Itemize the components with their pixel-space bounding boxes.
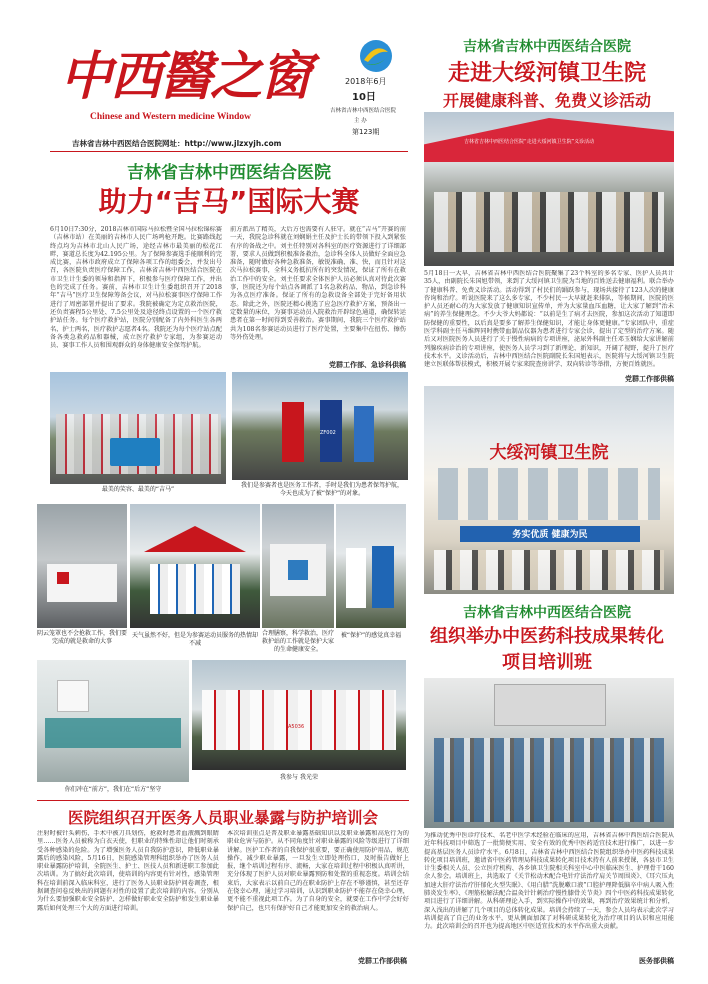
caption-8: 我参与 我光荣: [280, 774, 318, 781]
article1-col1: 6月10日7:30分，2018吉林市国际马拉松暨全国马拉松锦标赛（吉林市站）在美丽的吉林市人民广场鸣枪开跑。比赛路线起终点均为吉林市北山人民广场，途经吉林市最美丽的松花江畔，赛道总长度为42.195公里。为了保障参赛选手能顺利的完成比赛，吉林市政府成立了保障各项工作的组委会，并发出号召，各医院负责医疗保障工作，吉林省吉林中西医结合医院在市卫生计生委的领导和指挥下，积极参与医疗保障工作，并出色的完成了任务。赛前，吉林市卫生计生委组织召开了2018年“吉马”医疗卫生保障筹备会议，对马拉松赛事医疗保障工作进行了周密部署并提出了要求。我院被确定为定点救治医院，还负责赛程5公里处、7.5公里处及途径终点设置的一个医疗救护站任务。每个医疗救护站，医院分别配备了内外科医生各两名，护士两名，医疗救护志愿者4名。我院还为每个医疗站点配备各类急救药品和器械，成立医疗救护专家组，为参赛运动员、赛事工作人员和围观群众的身体健康安全保驾护航。: [50, 226, 222, 350]
sponsor: 吉林省吉林中西医结合医院: [330, 108, 397, 114]
caption-5: 合理膳察，科学救治，医疗救护站的工作就是保护大家的生命健康安全。: [262, 630, 335, 653]
medics-running-photo: [232, 372, 408, 480]
article3-title-line2: 项目培训班: [502, 652, 592, 673]
township-clinic-photo: [424, 386, 674, 594]
emergency-room-photo: [37, 660, 189, 782]
issue-number: 第123期: [352, 128, 380, 136]
caption-7: 你们冲在“前方”，我们在“后方”坚守: [64, 786, 162, 793]
tent-banner-text: 吉林省吉林中西医结合医院“走进大绥河镇卫生院”义诊活动: [464, 139, 595, 145]
issue-day: 10日: [352, 92, 376, 103]
article3-credit: 医务部供稿: [639, 957, 674, 965]
article2-credit: 党群工作部供稿: [625, 375, 674, 383]
protected-runners-photo: [336, 504, 406, 628]
website: 吉林省吉林中西医结合医院网址：http://www.jlzxyjh.com: [72, 139, 282, 148]
masthead: [50, 28, 406, 148]
article1-credit: 党群工作部、急诊科供稿: [329, 361, 406, 369]
article3-hospital: 吉林省吉林中西医结合医院: [463, 605, 631, 621]
race-bib: ZF002: [320, 430, 336, 436]
article3-body: 为推动优秀中医诊疗技术、名老中医学术经验在临床的应用，吉林省吉林中西医结合医院从近年科技项目中筛选了一批简便实用、安全有效的优秀中医药适宜技术进行推广，以进一步提高基层医务人员诊疗水平。6月8日，吉林省吉林中西医结合医院组织举办中医药科技成果转化项目培训班，邀请省中医药管理局科技成果转化项目技术持有人前来授课，各县市卫生计生委相关人员、公立医疗机构、各乡镇卫生院相关科室中心中医临床医生、护理骨干160余人参会。培训班上，共选取了《关节松动术配合电针疗法治疗肩关节周围炎》、《耳穴压丸加速大肝疗法治疗肝郁化火型失眠》、《用白腊“洗脱嗽口液”口腔护理降低脑卒中病人吸入性肺炎发生率》、《理筋松解法配合温灸针针刺治疗慢性膝骨关节炎》四个中医药科技成果转化项目进行了详细讲解。从科研理论入手，到实际操作中的效果，再到治疗效果统计和分析，深入浅出的讲解了几个项目的总体转化成果。培训会持续了一天，参会人员均表示此次学习培训提高了自己的业务水平，更从侧面加深了对科研成果转化为治疗项目的认识和应用能力。此次培训会的召开也为提高地区中医适宜技术的水平作出重大贡献。: [424, 832, 674, 931]
article4-col1: 注射时被针头刺伤，手术中被刀具划伤，抢救时患者血液溅到眼睛里……医务人员被称为白衣天使，但职业的特殊性却让他们时刻承受各种感染的危险。为了增强医务人员自我防护意识，降低职业暴露后的感染风险，5月16日，医院感染管理科组织举办了医务人员职业暴露防护培训，全院医生、护士、医技人员和新进职工参加此次培训。为了搞好此次培训，使培训的内容更有针对性，感染管理科在培训前深入临床科室，进行了医务人员职业防护问卷调查，根据调查问卷反映出的问题有对性的设置了此次培训的内容。分别从为什么要加强职业安全防护、怎样做好职业安全防护和发生职业暴露后如何处理三个大的方面进行培训。: [37, 830, 219, 912]
article2-hospital: 吉林省吉林中西医结合医院: [463, 39, 631, 55]
race-bib-2: A5036: [288, 724, 305, 730]
logo-calligraphy: 中西醫之窗: [60, 46, 311, 107]
article4-col2: 本次培训重点是普及职业暴露基础知识以及职业暴露和高危行为的职业危害与防护。从不同角度针对职业暴露的风险等级进行了详细讲解。医护工作者的自我保护很重要，要正确使用防护用品，规范操作，减少职业暴露，一旦发生立即处理伤口，及时报告做好上报，继个培训过程有序、流畅，大家在培训过程中积极认真听讲，充分体现了医护人员对职业暴露预防和处置的重视态度。培训会结束后，大家表示以前自己的在职业防护上存在不够谨慎，甚至还存在侥幸心理，通过学习培训，认识到职业防护不能存在侥幸心理，更不能不重视此项工作。为了自身的安全，就要在工作中学会好好保护自己，也只有保护好自己才能更加安全的救治病人。: [227, 830, 409, 912]
article1-title: 助力“吉马”国际大赛: [98, 185, 360, 218]
caption-3: 阴云笼罩也不会抢救工作，我们要完成的就是救命的大事: [37, 630, 128, 645]
article4-title: 医院组织召开医务人员职业暴露与防护培训会: [67, 809, 378, 827]
article4-top-rule: [37, 800, 409, 801]
first-aid-photo: [262, 504, 334, 628]
issue-date: 2018年6月: [345, 77, 387, 86]
masthead-divider: [50, 151, 408, 152]
building-sign: 大绥河镇卫生院: [489, 443, 609, 463]
marathon-team-photo: [50, 372, 226, 484]
caption-4: 天气虽然不好，但是为参赛运动员服务的热情却不减: [131, 632, 258, 647]
article3-title-line1: 组织举办中医药科技成果转化: [430, 626, 664, 647]
article2-title-line2: 开展健康科普、免费义诊活动: [442, 91, 651, 110]
caption-6: 被“保护”的感觉真幸福: [340, 632, 402, 639]
staff-group-photo: [192, 660, 406, 770]
article4-credit: 党群工作部供稿: [358, 957, 407, 965]
article1-hospital: 吉林省吉林中西医结合医院: [127, 163, 331, 183]
clinic-tent-photo: [424, 112, 674, 266]
logo-english: Chinese and Western medicine Window: [90, 112, 251, 122]
article1-col2: 前方派出了精英，大后方也需要有人驻守。就在“吉马”开赛的前一天，我院急诊科就在刘娴娟主任及护士长的带领下投入到紧张有序的备战之中。刘主任特别对各科室的医疗资源进行了详细部署，要求人员做到积极准备救治，急诊科全体人员做好全面应急准备，随时做好各种急救准备，敏锐准确、准、快，而且针对这次马拉松赛事，全科义务抵抗所有的突发情况，保证了所有在救治工作中的安全。刘主任要求全体医护人员必须认真对待此次赛事，医院还为每个站点各调派了1名急救药品、物品，到急诊科为各点医疗准备。保证了所有的急救设备全部处于完好备用状态。除此之外，医院还精心挑选了应急医疗救护方案，预备出一定数量的床位，为赛事运动员入院救治开辟绿色通道，确保转运患者在第一时间得到妥善救治。赛事期间，我院三个医疗救护站共为108名参赛运动员进行了医疗处置，主要集中在扭伤、擦伤等外伤处理。: [230, 226, 406, 341]
rain-ambulance-photo: [37, 504, 127, 628]
hospital-emblem-icon: [358, 38, 394, 74]
caption-2: 我们是参赛者也是医务工作者，手时是我们为患者保驾护航，今天也成为了被“保护”的对象。: [240, 482, 403, 497]
tent-staff-photo: [130, 504, 260, 628]
training-hall-photo: [424, 678, 674, 828]
article2-title-line1: 走进大绥河镇卫生院: [447, 61, 646, 86]
caption-1: 最美的笑容、最美的“吉马”: [101, 486, 175, 493]
sponsor-role: 主 办: [354, 118, 367, 124]
article2-body: 5月18日一大早，吉林省吉林中西医结合医院聚集了23个科室的多名专家、医护人员共计35人，由副院长朱国旭带领，来到了大绥河镇卫生院为当地的百姓送去健康福利。联合举办了健康科普、免费义诊活动。活动得到了村民们的踊跃参与，现场共接待了123人次的健康咨询和治疗。听说医院来了这么多专家，不少村民一大早就赶来排队，等候期间，医院的医护人员还耐心的为大家发放了健康知识宣传单，并为大家量血压血糖，让大家了解到“治未病”的养生保健理念。不少大爷大妈都说：“以前是生了病才去医院，参加这次活动了知道即防保健的重要性，以后真是要多了解养生保健知识，才能让身体更健康。”专家团队中，重症医学科副主任马维辉同时携带血制品仪器为患者进行专家会诊，提出了定型的治疗方案。随后又对医院医务人员进行了关于慢性病病的专项讲座，泌尿外科副主任邓玉娴给大家讲解前列腺疾病诊治的专项讲座，使医务人员学习到了新理论、新知识，开阔了视野，提升了医疗技术水平。义诊活动后，吉林中西医结合医院副院长朱国旭表示，医院将与大绥河镇卫生院建立医联体帮扶模式，积极开展专家来院查房讲学、双向转诊等举措，方便百姓就医。: [424, 270, 674, 368]
building-slogan: 务实优质 健康为民: [512, 530, 588, 540]
